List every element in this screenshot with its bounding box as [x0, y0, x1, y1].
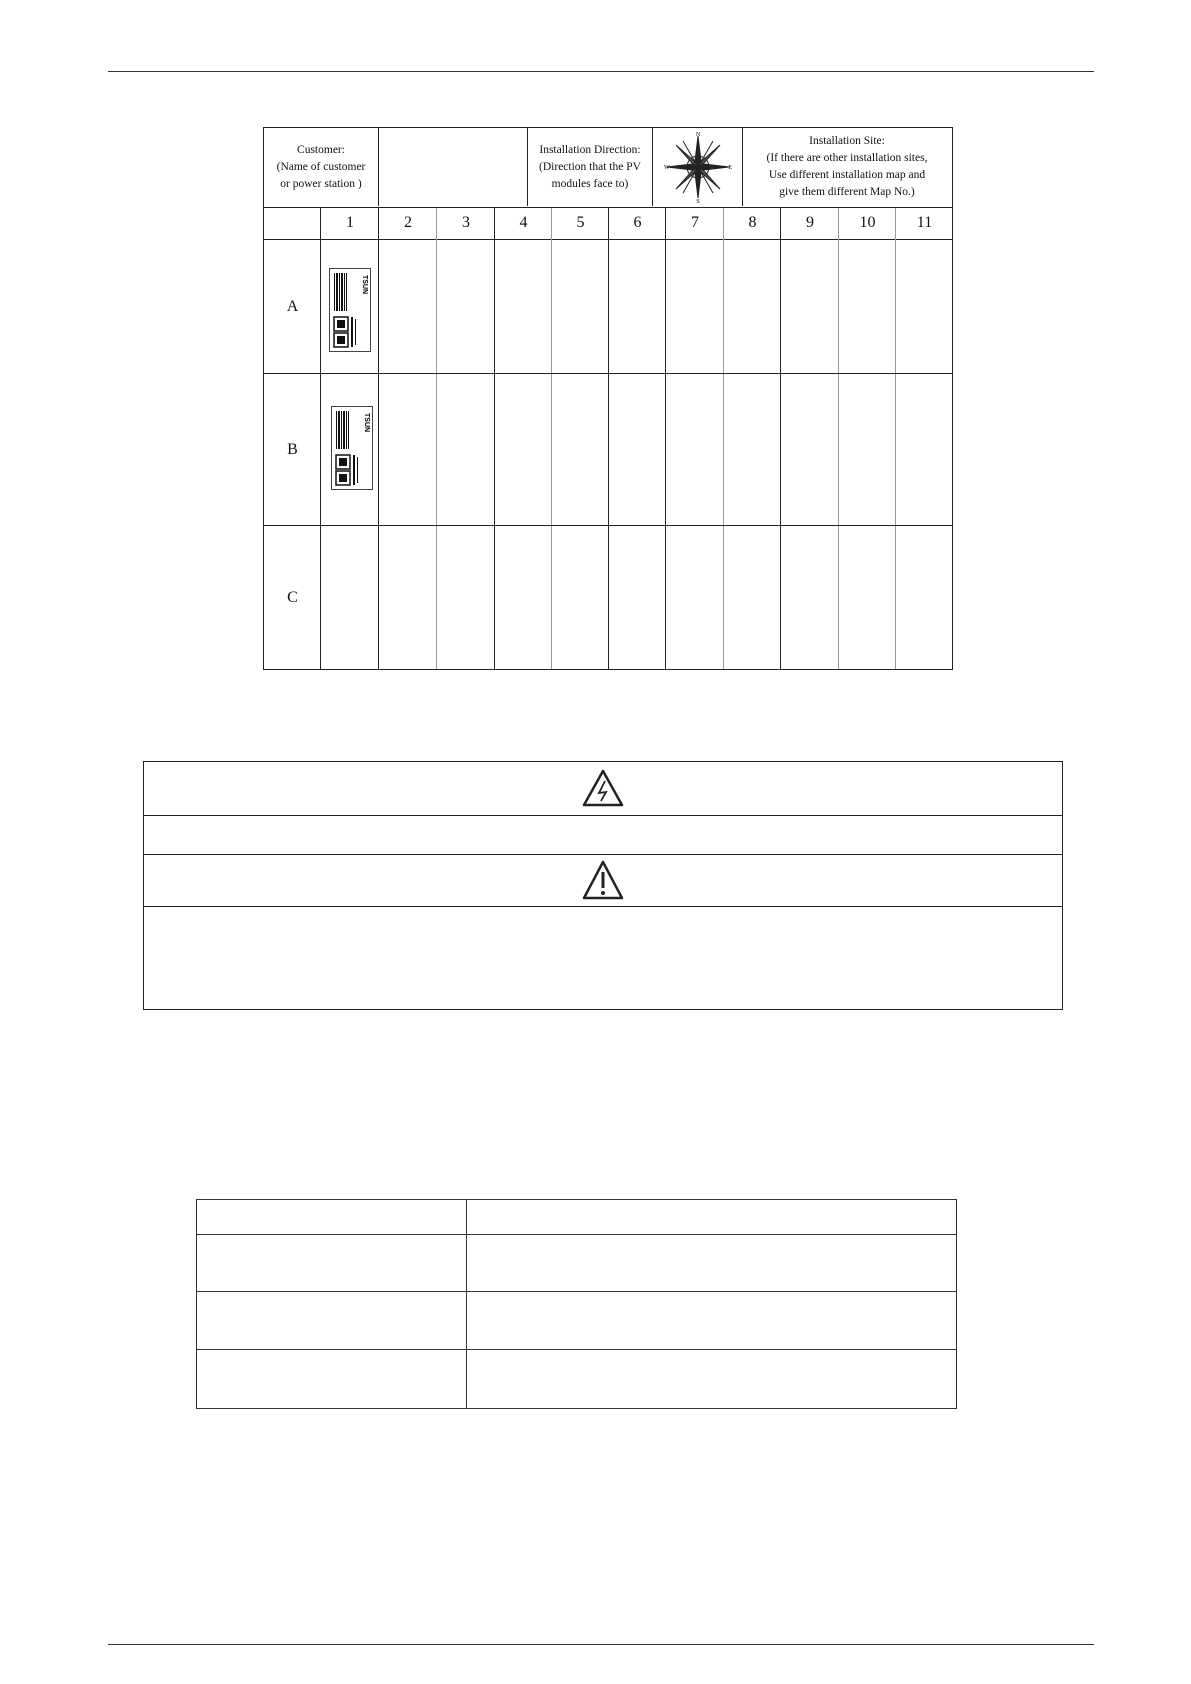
info-table: [196, 1199, 957, 1409]
compass-s: S: [695, 199, 700, 203]
grid-line: [378, 208, 379, 669]
table-cell: [197, 1292, 467, 1350]
table-cell: [197, 1200, 467, 1235]
danger-header-row: [144, 762, 1062, 816]
customer-label-cell: [264, 128, 379, 206]
compass-n: N: [695, 132, 700, 138]
compass-rose-icon: [663, 131, 733, 203]
direction-label-cell: [528, 128, 653, 206]
column-number: 1: [346, 214, 354, 231]
tag-brand: TSUN: [361, 275, 368, 295]
warning-text-row: [144, 907, 1062, 1009]
table-cell: [467, 1350, 956, 1408]
serial-label-sticker: [331, 406, 373, 490]
grid-line: [436, 208, 437, 669]
customer-label: Customer: (Name of customer or power station ): [276, 143, 366, 190]
row-label: A: [286, 297, 299, 315]
compass-cell: [653, 128, 743, 206]
grid-line: [838, 208, 839, 669]
row-label: C: [287, 588, 298, 606]
warning-icon: [581, 859, 625, 901]
table-cell: [467, 1235, 956, 1292]
column-number: 2: [404, 214, 412, 231]
barcode-qr-icon: [330, 269, 370, 351]
grid-line: [723, 208, 724, 669]
warning-header-row: [144, 855, 1062, 907]
tag-brand: TSUN: [363, 413, 370, 433]
grid-line: [494, 208, 495, 669]
map-header: [264, 128, 952, 208]
row-divider: [264, 525, 952, 526]
column-number: 8: [748, 214, 757, 231]
column-number: 9: [806, 214, 814, 231]
compass-w: W: [663, 165, 670, 171]
installation-map: [263, 127, 953, 670]
table-cell: [467, 1200, 956, 1235]
table-cell: [467, 1292, 956, 1350]
grid-line: [608, 208, 609, 669]
safety-notice-box: [143, 761, 1063, 1010]
column-number: 11: [916, 214, 933, 231]
compass-e: E: [727, 165, 732, 171]
header-rule: [108, 71, 1094, 72]
table-cell: [197, 1235, 467, 1292]
column-number: 7: [691, 214, 699, 231]
serial-label-sticker: [329, 268, 371, 352]
table-cell: [197, 1350, 467, 1408]
site-label: Installation Site: (If there are other installation sites, Use different installation map and give them different Map No.): [766, 135, 928, 198]
direction-label: Installation Direction: (Direction that the PV modules face to): [539, 143, 641, 190]
column-number: 4: [519, 214, 528, 231]
row-divider: [264, 373, 952, 374]
column-number: 3: [462, 214, 470, 231]
danger-text-row: [144, 816, 1062, 855]
grid-line: [895, 208, 896, 669]
electric-hazard-icon: [581, 768, 625, 808]
customer-value-cell[interactable]: [379, 128, 528, 206]
column-number: 6: [633, 214, 642, 231]
grid-line: [665, 208, 666, 669]
column-number: 5: [576, 214, 585, 231]
grid-line: [551, 208, 552, 669]
footer-rule: [108, 1644, 1094, 1645]
column-number: 10: [859, 214, 876, 231]
row-label: B: [287, 440, 298, 458]
site-label-cell: [743, 128, 951, 206]
grid-line: [780, 208, 781, 669]
barcode-qr-icon: [332, 407, 372, 489]
